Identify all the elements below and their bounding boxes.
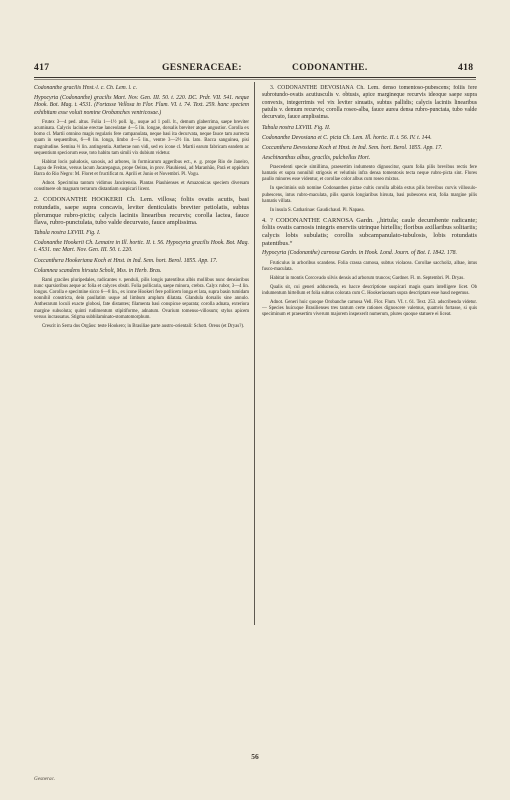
left-column-paragraph: Crescit in Serra dos Orgãos: teste Hookero; in Brasiliae parte austro-orientali: Schott. Oreus (et Dryas?). [42,323,245,329]
left-column-paragraph: Tabula nostra LXVIII. Fig. I. [34,229,101,236]
right-column-paragraph: Codonanthe Devosiana et C. picta Ch. Lem. Ill. hortic. II. t. 56. IV. t. 144. [262,134,432,141]
right-column [262,85,477,625]
left-column-paragraph: Hypocyrta (Codonanthe) gracilis Mart. Nov. Gen. III. 50. t. 220. DC. Prdr. VII. 541. neque Hook. Bot. Mag. t. 4531. (Fortasse Vellosa in Flor. Flum. VI. t. 74. Text. 259. hanc speciem exhibitam esse voluit nomine Orobanches ventricosae.) [34,95,249,116]
left-column-paragraph: 2. CODONANTHE HOOKERII Ch. Lem. villosa; foliis ovatis acutis, basi rotundatis, saepe supra concavis, leviter denticulatis breviter petiolatis, subtus plerumque rubro-pictis; calycis laciniis linearibus recurvis; corolla lactea, fauce flava, rubro-punctulata, tubo valde decurvato, fauce amplissima. [34,196,249,227]
left-column-paragraph: Rami graciles pluripedales, radicantes v. penduli, pilis longis patentibus albis mollibus nunc densioribus nunc sparsioribus aeque ac folia et calyces obsiti. Folia pollicaria, saepe minora, crebra. Calyx rubor, 3—4 lin. longus. Corolla e specimine sicco 6—8 lin., ex icone Hookeri fere pollicem longa et lata, supra basin tumidam nonnihil constricta, dein paullatim usque ad limbum amplum dilatata. Glandula dorsalis sine annulo. Antherarum loculi exacte globosi, fate distantes; filamenta basi conspicue separata; corolla adnata, exteriora margine subsoluta; quinti rudimentum stipitiforme, adnatum. Ovarium tomenso-villosum; stylus apicem versus incrassatus. Stigma subbilaminato-stomatomorphum. [34,277,249,320]
running-header [34,62,476,78]
right-page-number: 418 [458,62,474,73]
left-column-paragraph: Coccanthera Hookeriana Koch et Hnst. in Ind. Sem. hort. Berol. 1855. App. 17. [34,257,218,264]
left-column-paragraph: Habitat locis paludosis, saxosis, ad arbores, in formicarum aggeribus ect., e. g. prope Rio de Janeiro, Lagoa de Freitas, versus lacum Jacarepagua, prope Oeiras, in prov. Piauhiensi, ad Maranhão, Pará et oppidum Barra do Rio Negro: M. Floret et fructificat m. Aprili et Junio et Novembri. Pl. Vogu. [34,159,249,178]
right-column-paragraph: Qualis sit, cui generi adducenda, ex hacce descriptione suspicari magis quam intelligere licet. Ob indumentum hirtellum et folia subtus colorata cum C. Hookeriaonam supra descriptam esse haud negemus. [262,284,477,296]
right-running-title: CODONANTHE. [292,62,368,73]
right-column-paragraph: Coccanthera Devosiana Koch et Hnst. in Ind. Sem. hort. Berol. 1855. App. 17. [262,144,443,151]
right-column-paragraph: Hypocyrta (Codonanthe) carnosa Gardn. in Hook. Lond. Journ. of Bot. I. 1842. 178. [262,250,457,257]
right-column-paragraph: In speciminis sub nomine Codonanthes pictae cultis corolla albida extus pilis brevibus curvis villosulo-pubescens, intus rubro-maculata, pilis sparsis longiaribus hirsuta, basi pubescens erat, folia margine pilis hamatis villata. [262,186,477,204]
left-column-paragraph: Columnea scandens hirsuta Scholt, Mss. in Herb. Bras. [34,267,162,274]
left-column-paragraph: Adnot. Specimina tantum vidimus Jancirensia. Plantas Piauhienses et Amazonicas speciem diversam constituere ob magnam terrarum distantiam suspicari licent. [34,180,249,193]
right-column-paragraph: Fruticulus in arboribus scandens. Folia crassa carnosa, subtus violacea. Corollae saccholiz, albae, intus fusco-maculata. [262,260,477,272]
left-column-paragraph: Codonanthe Hookerii Ch. Lemaire in Ill. hortic. II. t. 56. Hypocyrta gracilis Hook. Bot. Mag. t. 4531. nec Mart. Nov. Gen. III. 50. t. 220. [34,240,249,254]
header-rule-secondary [34,79,476,80]
left-page-number: 417 [34,62,50,73]
right-column-paragraph: 4. ? CODONANTHE CARNOSA Gardn. ,,hirtula; caule decumbente radicante; foliis ovatis carnosis integris enerviis utrinque hirtellis; floribus axillaribus solitariis; calycis lobis subulatis; corollis subcampanulato-tubulosis, lobis rotundatis patentibus.“ [262,216,477,247]
header-rule [34,77,476,78]
right-column-paragraph: Adnot. Generi huic quoque Orobanche carnosa Vell. Flor. Flum. VI. t. 61. Text. 253. adscribenda videtur. — Species huicuque Brasilienses tres tantum certe rationes dignoscere valemus, quamvis fortasse, si quis speciminum et praesertim viverum majorem inspexerit numerum, plures quoque statuere ei liceat. [262,299,477,317]
right-column-paragraph: Habitat in montis Corcovado silvis densis ad arborum truncos; Gardner. Fl. m. Septembri. Pl. Dryas. [270,275,465,281]
right-column-paragraph: Praecedenti specie simillima, praesertim indumento dignoscitur, quam folia pilis brevibus rectis fere hamatis et supra nonnihil strigosis et velutinis infra densa tomentosis tecta neque rubro-picta sint. Flores paullo minores esse videntur, et corollae color albus cum roseo mixtus. [262,165,477,183]
left-column-paragraph: Codonanthe gracilis Hnst.·l. c. Ch. Lem. l. c. [34,85,138,91]
left-column [34,85,249,625]
right-column-paragraph: Tabula nostra LXVIII. Fig. II. [262,124,331,131]
footer-page-number: 56 [251,752,259,761]
right-column-paragraph: Aeschinanthus albus, gracilis, pulchellus Hort. [262,154,371,161]
signature-mark: Gesnerac. [34,776,56,782]
left-column-paragraph: Frutex 3—4 ped. altus. Folia 1—1½ poll. lg., usque ad 1 poll. lt., demum glaberrima, saepe breviter acuminata. Calycis laciniae erectae lanceolatae 4—5 lin. longae, dorsalis breviter atque angustior. Corolla ex bomo cl. Martii omnino magis regularis fere campanulata, neque basi ita decurvata, neque fauce tam aurrecta quam in sequentibus, 6—8 lin. longa, limbo 4—5 lin., ventre 3—2½ lin. lato. Bacca sanguinea, pisi magnitudine. Semina ⅓ lin. antingentia. Antherae non vidi, sed ex icone cl. Martii earum fabricam eandem ac sequentium speciorum esse, toto habitu tam simili vix dubium videtur. [34,119,249,156]
column-divider [254,82,255,625]
right-column-paragraph: In insula S. Catharinae: Gaudichaud. Pl. Napaea. [270,207,365,213]
left-running-title: GESNERACEAE: [162,62,242,73]
right-column-paragraph: 3. CODONANTHE DEVOSIANA Ch. Lem. denso tomentoso-pubescens; foliis fere subrotundo-ovatis acutiusculis v. obtusis, apice margineque recurvis ideoque saepe supra convexis, integerrimis vel vix leviter sinuatis, subtus pallidis; calycis laciniis linearibus patulis v. demum recurvis; corolla roseo-alba, fauce aurea densa rubro-punctata, tubo valde decurvato, fauce amplissima. [262,85,477,121]
